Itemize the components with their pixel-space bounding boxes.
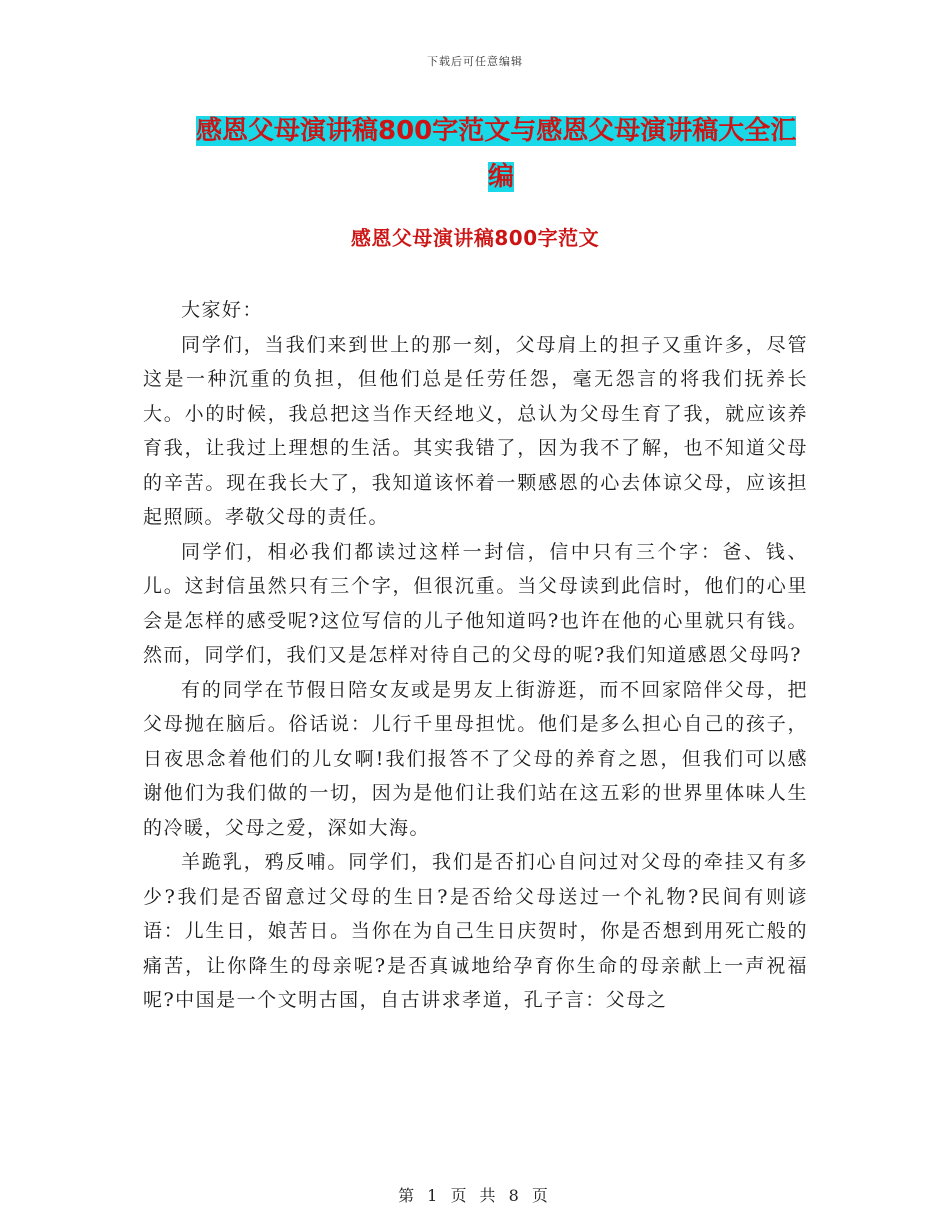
- document-title: [196, 108, 806, 200]
- document-title-line-2: 编: [487, 162, 514, 192]
- paragraph: 同学们，当我们来到世上的那一刻，父母肩上的担子又重许多，尽管这是一种沉重的负担，但他们总是任劳任怨，毫无怨言的将我们抚养长大。小的时候，我总把这当作天经地义，总认为父母生育了我，就应该养育我，让我过上理想的生活。其实我错了，因为我不了解，也不知道父母的辛苦。现在我长大了，我知道该怀着一颗感恩的心去体谅父母，应该担起照顾。孝敬父母的责任。: [143, 333, 808, 528]
- speech-body: [143, 293, 808, 1018]
- section-title: 感恩父母演讲稿800字范文: [350, 226, 600, 250]
- paragraph: 有的同学在节假日陪女友或是男友上街游逛，而不回家陪伴父母，把父母抛在脑后。俗话说：儿行千里母担忧。他们是多么担心自己的孩子，日夜思念着他们的儿女啊!我们报答不了父母的养育之恩，但我们可以感谢他们为我们做的一切，因为是他们让我们站在这五彩的世界里体味人生的冷暖，父母之爱，深如大海。: [143, 678, 808, 839]
- paragraph-greeting: 大家好：: [181, 299, 264, 321]
- header-note: 下载后可任意编辑: [427, 55, 523, 68]
- document-title-line-1: 感恩父母演讲稿800字范文与感恩父母演讲稿大全汇: [196, 116, 797, 146]
- paragraph: 羊跪乳，鸦反哺。同学们，我们是否扪心自问过对父母的牵挂又有多少?我们是否留意过父母的生日?是否给父母送过一个礼物?民间有则谚语：儿生日，娘苦日。当你在为自己生日庆贺时，你是否想到用死亡般的痛苦，让你降生的母亲呢?是否真诚地给孕育你生命的母亲献上一声祝福呢?中国是一个文明古国，自古讲求孝道，孔子言：父母之: [143, 851, 808, 1011]
- page-number: 第 1 页 共 8 页: [398, 1186, 552, 1205]
- paragraph: 同学们，相必我们都读过这样一封信，信中只有三个字：爸、钱、儿。这封信虽然只有三个字，但很沉重。当父母读到此信时，他们的心里会是怎样的感受呢?这位写信的儿子他知道吗?也许在他的心里就只有钱。然而，同学们，我们又是怎样对待自己的父母的呢?我们知道感恩父母吗?: [143, 540, 808, 666]
